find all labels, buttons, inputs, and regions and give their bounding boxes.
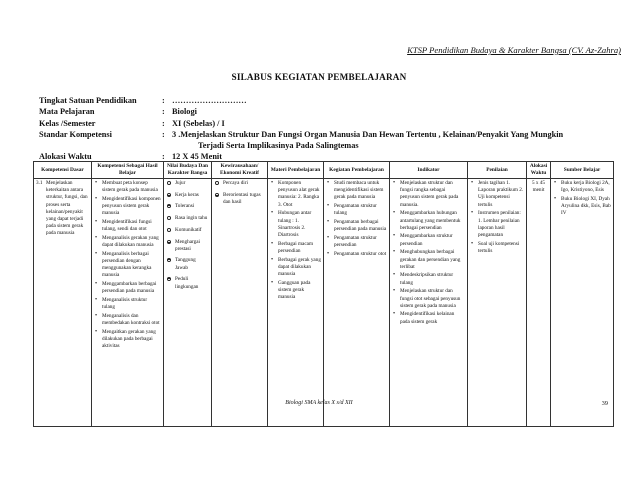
list-item: Rasa ingin tahu bbox=[166, 215, 209, 222]
col-header-indicators: Indikator bbox=[390, 162, 468, 179]
syllabus-table bbox=[33, 161, 614, 427]
list-item: • Menghubungkan berbagai gerakan dan persendian yang terlibat bbox=[392, 249, 465, 271]
meta-colon: : bbox=[162, 152, 165, 162]
meta-colon: : bbox=[162, 107, 165, 117]
list-item: Komunikatif bbox=[166, 227, 209, 234]
meta-key: Standar Kompetensi bbox=[39, 129, 112, 139]
meta-colon: : bbox=[162, 129, 165, 139]
cell-entrepreneurship bbox=[212, 179, 268, 427]
list-item: Percaya diri bbox=[214, 180, 265, 187]
list-item: • Menganalisis struktur tulang bbox=[94, 297, 161, 311]
meta-key: Alokasi Waktu bbox=[39, 152, 92, 162]
meta-colon: : bbox=[162, 118, 165, 128]
col-header-material: Materi Pembelajaran bbox=[268, 162, 324, 179]
col-header-assessment: Penilaian bbox=[468, 162, 527, 179]
col-header-values: Nilai Budaya Dan Karakter Bangsa bbox=[164, 162, 212, 179]
list-item: • Menggambarkan berbagai persendian pada manusia bbox=[94, 281, 161, 295]
list-item: • Menggambarkan struktur persendian bbox=[392, 233, 465, 247]
meta-key: Kelas /Semester bbox=[39, 118, 96, 128]
cell-kd bbox=[34, 179, 92, 427]
col-header-ksh: Kompetensi Sebagai Hasil Belajar bbox=[92, 162, 164, 179]
cell-activities bbox=[324, 179, 390, 427]
standard-line-1: 3 .Menjelaskan Struktur Dan Fungsi Organ Manusia Dan Hewan Tertentu , Kelainan/Penyakit Yang Mungkin bbox=[172, 129, 564, 139]
list-item: • Pengamatan struktur persendian bbox=[326, 235, 387, 249]
list-item: Menghargai prestasi bbox=[166, 239, 209, 253]
list-item: • Membuat peta konsep sistem gerak pada manusia bbox=[94, 180, 161, 194]
list-item: Peduli lingkungan bbox=[166, 276, 209, 290]
kd-number: 3.1 bbox=[36, 180, 43, 186]
cell-values bbox=[164, 179, 212, 427]
list-item: • Gangguan pada sistem gerak manusia bbox=[270, 280, 321, 302]
header-publisher: KTSP Pendidikan Budaya & Karakter Bangsa (CV. Az-Zahra) bbox=[407, 45, 621, 55]
col-header-kd: Kompetensi Dasar bbox=[34, 162, 92, 179]
list-item: • Mengaitkan gerakan yang dilakukan pada berbagai aktivitas bbox=[94, 329, 161, 351]
list-item: • Buku Biologi XI, Dyah Aryulina dkk, Esis, Bab IV bbox=[553, 196, 611, 218]
list-item: • Berbagai gerak yang dapat dilakukan manusia bbox=[270, 257, 321, 279]
cell-sources bbox=[551, 179, 614, 427]
col-header-entrepreneurship: Kewirausahaan/ Ekonomi Kreatif bbox=[212, 162, 268, 179]
page-footer: Biologi SMA kelas X s/d XII bbox=[285, 400, 353, 406]
list-item: • Mengidentifikasi komponen penyusun sistem gerak manusia bbox=[94, 196, 161, 218]
kd-text: Menjelaskan keterkaitan antara struktur, fungsi, dan proses serta kelainan/penyakit yang dapat terjadi pada sistem gerak pada manusia bbox=[46, 180, 88, 237]
list-item: • Mengidentifikasi kelainan pada sistem gerak bbox=[392, 311, 465, 325]
col-header-sources: Sumber Belajar bbox=[551, 162, 614, 179]
list-item: • Menganalisis berbagai persendian dengan menggunakan kerangka manusia bbox=[94, 251, 161, 280]
list-item: Jujur bbox=[166, 180, 209, 187]
list-item: Kerja keras bbox=[166, 192, 209, 199]
list-item: • Pengamatan struktur otot bbox=[326, 251, 387, 258]
cell-ksh bbox=[92, 179, 164, 427]
list-item: • Menganalisis dan membedakan kontraksi otot bbox=[94, 313, 161, 327]
list-item: • Buku kerja Biologi 2A, Igo, Kristiyono, Esis bbox=[553, 180, 611, 194]
list-item: • Mengidentifikasi fungsi tulang, sendi dan otot bbox=[94, 219, 161, 233]
list-item: Toleransi bbox=[166, 203, 209, 210]
cell-indicators bbox=[390, 179, 468, 427]
meta-value: 12 X 45 Menit bbox=[172, 152, 223, 162]
list-item: • Instrumen penilaian: 1. Lembar penilaian laporan hasil pengamatan bbox=[470, 210, 524, 239]
cell-time: 5 x 45 menit bbox=[527, 179, 551, 427]
list-item: • Komponen penyusun alat gerak manusia: 2. Rangka 3. Otot bbox=[270, 180, 321, 209]
list-item: • Pengamatan struktur tulang bbox=[326, 203, 387, 217]
col-header-activities: Kegiatan Pembelajaran bbox=[324, 162, 390, 179]
list-item: • Berbagai macam persendian bbox=[270, 241, 321, 255]
list-item: • Menganalisis gerakan yang dapat dilakukan manusia bbox=[94, 235, 161, 249]
standard-line-2: Terjadi Serta Implikasinya Pada Salingtemas bbox=[198, 141, 359, 151]
list-item: • Hubungan antar tulang : 1. Sinartrosis 2. Diartrosis bbox=[270, 210, 321, 239]
list-item: • Jenis tagihan 1. Laporan praktikum 2. Uji kompetensi tertulis bbox=[470, 180, 524, 209]
standard-competence-text bbox=[172, 129, 638, 152]
meta-key: Mata Pelajaran bbox=[39, 107, 95, 117]
meta-value: XI (Sebelas) / I bbox=[172, 118, 225, 128]
col-header-time: Alokasi Waktu bbox=[527, 162, 551, 179]
meta-value: Biologi bbox=[172, 107, 197, 117]
list-item: • Menggambarkan hubungan antartulang yang membentuk berbagai persendian bbox=[392, 210, 465, 232]
cell-material bbox=[268, 179, 324, 427]
list-item: • Mendeskripsikan struktur tulang bbox=[392, 272, 465, 286]
page-number: 39 bbox=[601, 400, 608, 407]
meta-value: ……………………… bbox=[172, 96, 247, 105]
list-item: Berorientasi tugas dan hasil bbox=[214, 192, 265, 206]
table-row bbox=[34, 179, 614, 427]
meta-key: Tingkat Satuan Pendidikan bbox=[39, 96, 137, 105]
list-item: • Menjelaskan struktur dan fungsi otot sebagai penyusun sistem gerak pada manusia bbox=[392, 288, 465, 310]
list-item: • Studi membaca untuk mengidentifikasi sistem gerak pada manusia bbox=[326, 180, 387, 202]
cell-assessment bbox=[468, 179, 527, 427]
page-title: SILABUS KEGIATAN PEMBELAJARAN bbox=[231, 72, 407, 82]
list-item: • Menjelaskan struktur dan fungsi rangka sebagai penyusun sistem gerak pada manusia. bbox=[392, 180, 465, 209]
list-item: Tanggung Jawab bbox=[166, 257, 209, 271]
list-item: • Soal uji kompetensi tertulis bbox=[470, 241, 524, 255]
list-item: • Pengamatan berbagai persendian pada manusia bbox=[326, 219, 387, 233]
table-header-row bbox=[34, 162, 614, 179]
meta-colon: : bbox=[162, 96, 165, 105]
